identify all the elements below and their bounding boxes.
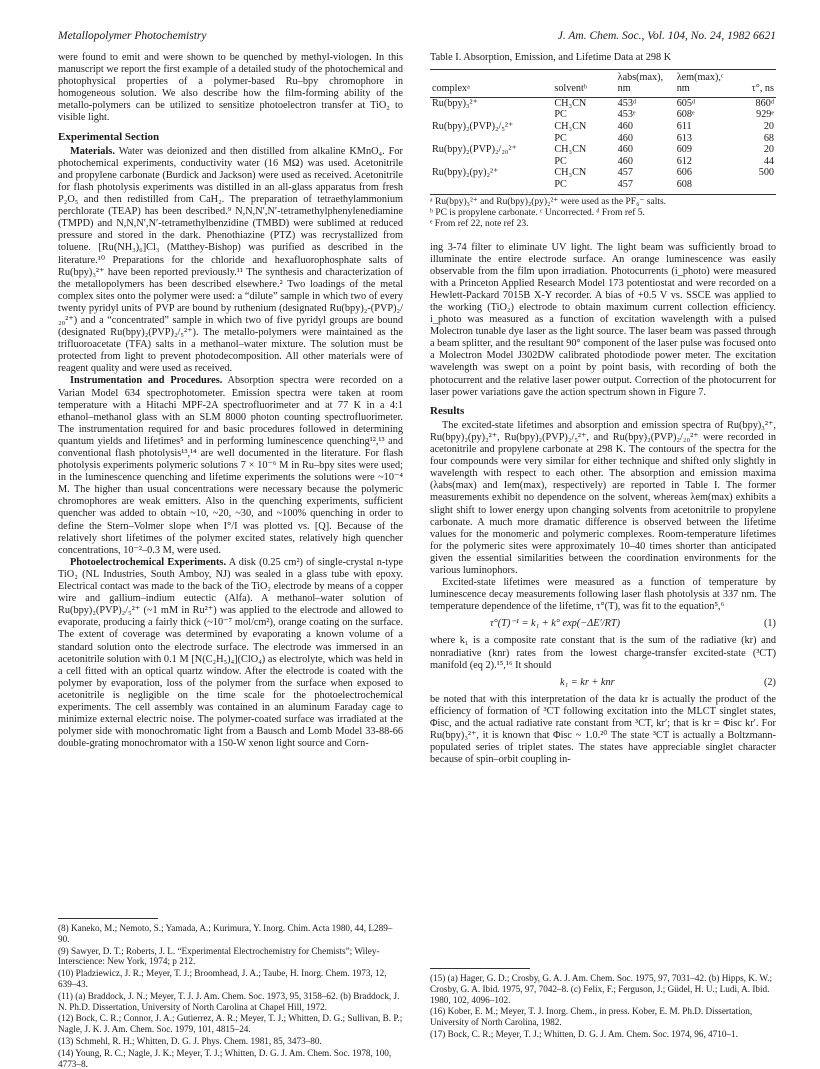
table-header-cell: λem(max),ᶜ nm [675,69,734,97]
table-cell: Ru(bpy)₂(py)₂²⁺ [432,167,499,179]
table-cell: 608ᵉ [676,109,695,121]
table-cell: 929ᵉ [756,109,774,121]
footnote-rule [430,968,530,969]
table-header-cell: solventᵇ [552,69,615,97]
equation-2-number: (2) [763,676,776,688]
table-cell [430,179,552,194]
table-cell: PC [552,179,615,194]
table-cell: PC [554,132,567,144]
table-cell: 460 [617,144,633,156]
table-caption: Table I. Absorption, Emission, and Lifetime Data at 298 K [430,52,672,63]
table-footnote: ᵃ Ru(bpy)₃²⁺ and Ru(bpy)₂(py)₂²⁺ were used as the PF₆⁻ salts. [430,196,667,207]
table-cell: CH₃CN [554,120,587,132]
table-cell [430,156,552,168]
reference-item: (13) Schmehl, R. H.; Whitten, D. G. J. Phys. Chem. 1981, 85, 3473–80. [58,1035,322,1046]
table-cell: 613 [676,132,692,144]
reference-item: (12) Bock, C. R.; Connor, J. A.; Gutierrez, A. R.; Meyer, T. J.; Whitten, D. G.; Sullivan, B. P.; Nagle, J. K. J. Am. Chem. Soc. 1979, 101, 4815–24. [58,1013,403,1035]
table-row [430,167,776,179]
table-cell: 460 [617,132,633,144]
reference-item: (10) Pladziewicz, J. R.; Meyer, T. J.; Broomhead, J. A.; Taube, H. Inorg. Chem. 1973, 12, 639–43. [58,968,387,989]
reference-item: (15) (a) Hager, G. D.; Crosby, G. A. J. Am. Chem. Soc. 1975, 97, 7031–42. (b) Hipps, K. W.; Crosby, G. A. Ibid. 1975, 97, 7042–8. (c) Felix, F.; Ferguson, J.; Güdel, H. U.; Ludi, A. Ibid. 1980, 102, 4096–102. [430,973,773,1005]
table-footnote: ᵉ From ref 22, note ref 23. [430,218,529,229]
instrumentation-text: Absorption spectra were recorded on a Varian Model 634 spectrophotometer. Emission spectra were taken at room temperature with a Hitachi MPF-2A spectrofluorimeter and at 77 K in a 4:1 ethanol–methanol glass with an SLM 8000 photon counting spectrofluorimeter. The instrumentation required for and basic procedures followed in determining quantum yields and lifetimes⁵ and in performing luminescence quenching¹²,¹³ and conventional flash photolysis¹³,¹⁴ are well documented in the literature. For flash photolysis experiments polymeric solutions 7 × 10⁻⁶ M in Ru–bpy sites were used; in the luminescence quenching and lifetime experiments the solutions were ~10⁻⁴ M. The higher than usual concentrations were necessary because the polymeric chromophores are weak emitters. Also in the quenching experiments, sufficient quencher was added to obtain ~10, ~20, ~30, and ~100% quenching in order to define the Stern–Volmer slope when I°/I was plotted vs. [Q]. Because of the relatively short lifetimes of the polymer excited states, relatively high quencher concentrations, 10⁻²–0.3 M, were used. [58,375,403,556]
running-head-right: J. Am. Chem. Soc., Vol. 104, No. 24, 1982 6621 [557,30,776,42]
results-paragraph-4: be noted that with this interpretation of the data kr is actually the product of the efficiency of formation of ³CT following excitation into the MLCT singlet states, Φisc, and the actual radiative rate constant from ³CT, kr′; that is kr = Φisc kr′. For Ru(bpy)₃²⁺, it is known that Φisc ~ 1.0.²⁰ The state ³CT is actually a Boltzmann-populated series of triplet states. The states have appreciable singlet character because of spin–orbit coupling in- [430,693,776,766]
table-header-cell: τ°, ns [734,69,776,97]
table-cell: Ru(bpy)₂(PVP)₂/₅²⁺ [432,120,514,132]
table-cell: 44 [763,155,774,167]
table-cell: 20 [763,120,774,132]
table-cell: CH₃CN [554,97,587,109]
reference-item: (11) (a) Braddock, J. N.; Meyer, T. J. J. Am. Chem. Soc. 1973, 95, 3158–62. (b) Braddock, J. N. Ph.D. Dissertation, University of North Carolina at Chapel Hill, 1972. [58,990,400,1012]
equation-1-number: (1) [763,618,776,630]
table-body [430,97,776,194]
intro-paragraph: were found to emit and were shown to be quenched by methyl-viologen. In this manuscript we report the first example of a detailed study of the photochemical and photophysical properties of a polymer-based Ru–bpy chromophore in homogeneous solution. We also describe how the film-forming ability of the metallo-polymers can be utilized to sensitize photoelectron transfer at TiO₂ to visible light. [58,52,403,124]
materials-paragraph [58,146,403,376]
reference-item: (9) Sawyer, D. T.; Roberts, J. L. “Experimental Electrochemistry for Chemists”; Wiley-Interscience: New York, 1974; p 212. [58,945,380,967]
table-cell [430,133,552,145]
table-cell: 453ᵈ [617,97,637,109]
table-header-cell: complexᵃ [430,69,552,97]
table-row [430,109,776,121]
table-cell: CH₃CN [554,144,587,156]
instrumentation-runin: Instrumentation and Procedures. [70,375,223,387]
reference-item: (17) Bock, C. R.; Meyer, T. J.; Whitten, D. G. J. Am. Chem. Soc. 1974, 96, 4710–1. [430,1028,738,1039]
table-cell: 612 [676,155,692,167]
running-head-left: Metallopolymer Photochemistry [58,30,207,42]
data-table [430,52,776,195]
table-cell: 605ᵈ [676,97,696,109]
table-row [430,133,776,145]
table-cell: Ru(bpy)₂(PVP)₂/₂₀²⁺ [432,144,517,156]
table-cell [734,179,776,194]
table-cell: 453ᵉ [617,109,636,121]
table-row [430,156,776,168]
table-cell: Ru(bpy)₃²⁺ [432,97,478,109]
continued-paragraph: ing 3-74 filter to eliminate UV light. The light beam was sufficiently broad to illuminate the entire electrode surface. An orange luminescence was easily observable from the film upon irradiation. Photocurrents (i_photo) were measured with a Princeton Applied Research Model 173 potentiostat and were recorded on a Hewlett-Packard 7015B X-Y recorder. A bias of +0.5 V vs. SSCE was applied to the working (TiO₂) electrode to obtain maximum current collection efficiency. i_photo was measured as a function of excitation wavelength with a pulsed Molectron tunable dye laser as the light source. The laser beam was passed through a beam splitter, and the resultant 90° component of the laser pulse was focused onto a Molectron Model J302DW calibrated photodiode power meter. The excitation wavelength was swept on a point by point basis, with recording of both the photocurrent and the relative laser power output. Correction of the photocurrent for laser power variations gave the action spectrum shown in Figure 7. [430,241,776,398]
equation-1-body: τ°(T)⁻¹ = k₁ + k° exp(−ΔE′/RT) [490,618,621,630]
table-cell: 68 [763,132,774,144]
instrumentation-paragraph [58,375,403,556]
references-right [430,968,776,1040]
table-cell: 460 [617,155,633,167]
table-cell: 609 [676,144,692,156]
pec-text: A disk (0.25 cm²) of single-crystal n-type TiO₂ (NL Industries, South Amboy, NJ) was sealed in a glass tube with epoxy. Electrical contact was made to the back of the TiO₂ electrode by means of a copper wire and gallium–indium eutectic (Alfa). A methanol–water solution of Ru(bpy)₂(PVP)₂/₅²⁺ (~1 mM in Ru²⁺) was applied to the electrode and allowed to evaporate, producing a fairly thick (~10⁻⁷ mol/cm²), orange coating on the surface. The extent of coverage was determined by evaporating a known volume of a standard solution onto the electrode surface. The electrode was immersed in an acetonitrile solution with 0.1 M [N(C₂H₅)₄](ClO₄) as electrolyte, which was held in a cell fitted with an optical quartz window. After the electrode is coated with the polymer by evaporation, loss of the polymer from the surface when exposed to acetonitrile is negligible on the time scale for the photoelectrochemical experiments. The cell assembly was contained in an aluminum Faraday cage to minimize external electric noise. The polymer-coated surface was irradiated at the polymer side with monochromatic light from a Bausch and Lomb Model 33-88-66 double-grating monochromator with a 150-W xenon light source and Corn- [58,556,403,750]
table-cell: 606 [676,167,692,179]
table-footnotes [430,197,776,230]
materials-text: Water was deionized and then distilled from alkaline KMnO₄. For photochemical experiments, conductivity water (16 MΩ) was used. Acetonitrile and propylene carbonate (Burdick and Jackson) were used as received. Acetonitrile for flash photolysis experiments was distilled in an all-glass apparatus from fresh P₂O₅ and then redistilled from CaH₂. The preparation of tetraethylammonium perchlorate (TEAP) has been described.⁹ N,N,N′,N′-tetramethylphenylenediamine (TMPD) and N,N,N′,N′-tetramethylbenzidine (TMBD) were sublimed at reduced pressure and stored in the dark. Phenothiazine (PTZ) was recrystallized from toluene. [Ru(NH₃)₆]Cl₃ (Matthey-Bishop) was purified as described in the literature.¹⁰ Preparations for the chloride and hexafluorophosphate salts of Ru(bpy)₃²⁺ have been reported previously.¹¹ The synthesis and characterization of the metallopolymers has been described elsewhere.² Two loadings of the metal complex sites onto the polymer were used: a “dilute” sample in which two of every twenty pyridyl units of PVP are bound by ruthenium (designated Ru(bpy)₂-(PVP)₂/₂₀²⁺) and a “concentrated” sample in which two of five pyridyl groups are bound (designated Ru(bpy)₂(PVP)₂/₅²⁺). The metallo-polymers were maintained as the trifluoroacetate (TFA) salts in a methanol–water mixture. The solution must be protected from light to prevent photodecomposition. All other materials were of reagent quality and were used as received. [58,145,403,375]
table-header-row [430,69,776,97]
reference-item: (14) Young, R. C.; Nagle, J. K.; Meyer, T. J.; Whitten, D. G. J. Am. Chem. Soc. 1978, 100, 4773–8. [58,1047,392,1069]
table-row [430,179,776,194]
pec-paragraph [58,557,403,751]
results-paragraph-1: The excited-state lifetimes and absorption and emission spectra of Ru(bpy)₃²⁺, Ru(bpy)₂(py)₂²⁺, Ru(bpy)₂(PVP)₂/₅²⁺, and Ru(bpy)₂(PVP)₂/₂₀²⁺ were recorded in acetonitrile and propylene carbonate at 298 K. The contours of the spectra for the four compounds were very similar for either technique and shifted only slightly in wavelength with respect to each other. The absorption and emission maxima (λabs(max) and Iem(max), respectively) are reported in Table I. The former measurements exhibit no dependence on the solvent, whereas λem(max) exhibits a slight shift to lower energy upon changing solvents from acetonitrile to propylene carbonate. A much more dramatic difference is observed between the lifetime values for the monomeric and polymeric complexes. Room-temperature lifetimes for the polymeric sites were approximately 10–40 times shorter than anticipated given the essential similarities between the coordination environments for the various luminophors. [430,419,776,576]
table-cell: 460 [617,120,633,132]
footnote-rule [58,918,158,919]
equation-2-body: k₁ = kr + knr [560,676,615,688]
reference-item: (8) Kaneko, M.; Nemoto, S.; Yamada, A.; Kurimura, Y. Inorg. Chim. Acta 1980, 44, L289–90. [58,923,393,944]
results-paragraph-2: Excited-state lifetimes were measured as a function of temperature by luminescence decay measurements following laser flash photolysis at 337 nm. The temperature dependence of the lifetime, τ°(T), was fit to the equation⁵,⁶ [430,577,776,613]
table-cell: 860ᵈ [755,97,774,109]
table-cell: PC [554,155,567,167]
equation-1 [430,618,776,630]
left-column [58,52,403,750]
table-row [430,97,776,109]
equation-2 [430,677,776,689]
table-cell: 20 [763,144,774,156]
table-header-cell: λabs(max), nm [616,69,675,97]
experimental-heading: Experimental Section [58,130,160,143]
table-cell: PC [554,109,567,121]
results-paragraph-3: where k₁ is a composite rate constant that is the sum of the radiative (kr) and nonradiative (knr) rates from the lowest charge-transfer excited-state (³CT) manifold (eq 2).¹⁵,¹⁶ It should [430,635,776,671]
table-footnote: ᵇ PC is propylene carbonate. ᶜ Uncorrected. ᵈ From ref 5. [430,207,645,218]
references-left [58,918,403,1069]
reference-item: (16) Kober, E. M.; Meyer, T. J. Inorg. Chem., in press. Kober, E. M. Ph.D. Dissertation, University of North Carolina, 1982. [430,1006,753,1028]
materials-runin: Materials. [70,145,115,157]
table-cell [430,109,552,121]
right-column [430,52,776,766]
table-cell: 457 [617,167,633,179]
table-cell: 608 [675,179,734,194]
table-row [430,144,776,156]
table-cell: 500 [758,167,774,179]
pec-runin: Photoelectrochemical Experiments. [70,556,227,568]
table-row [430,121,776,133]
table-cell: 457 [616,179,675,194]
table-cell: CH₃CN [554,167,587,179]
table-cell: 611 [676,120,692,132]
results-heading: Results [430,404,465,417]
